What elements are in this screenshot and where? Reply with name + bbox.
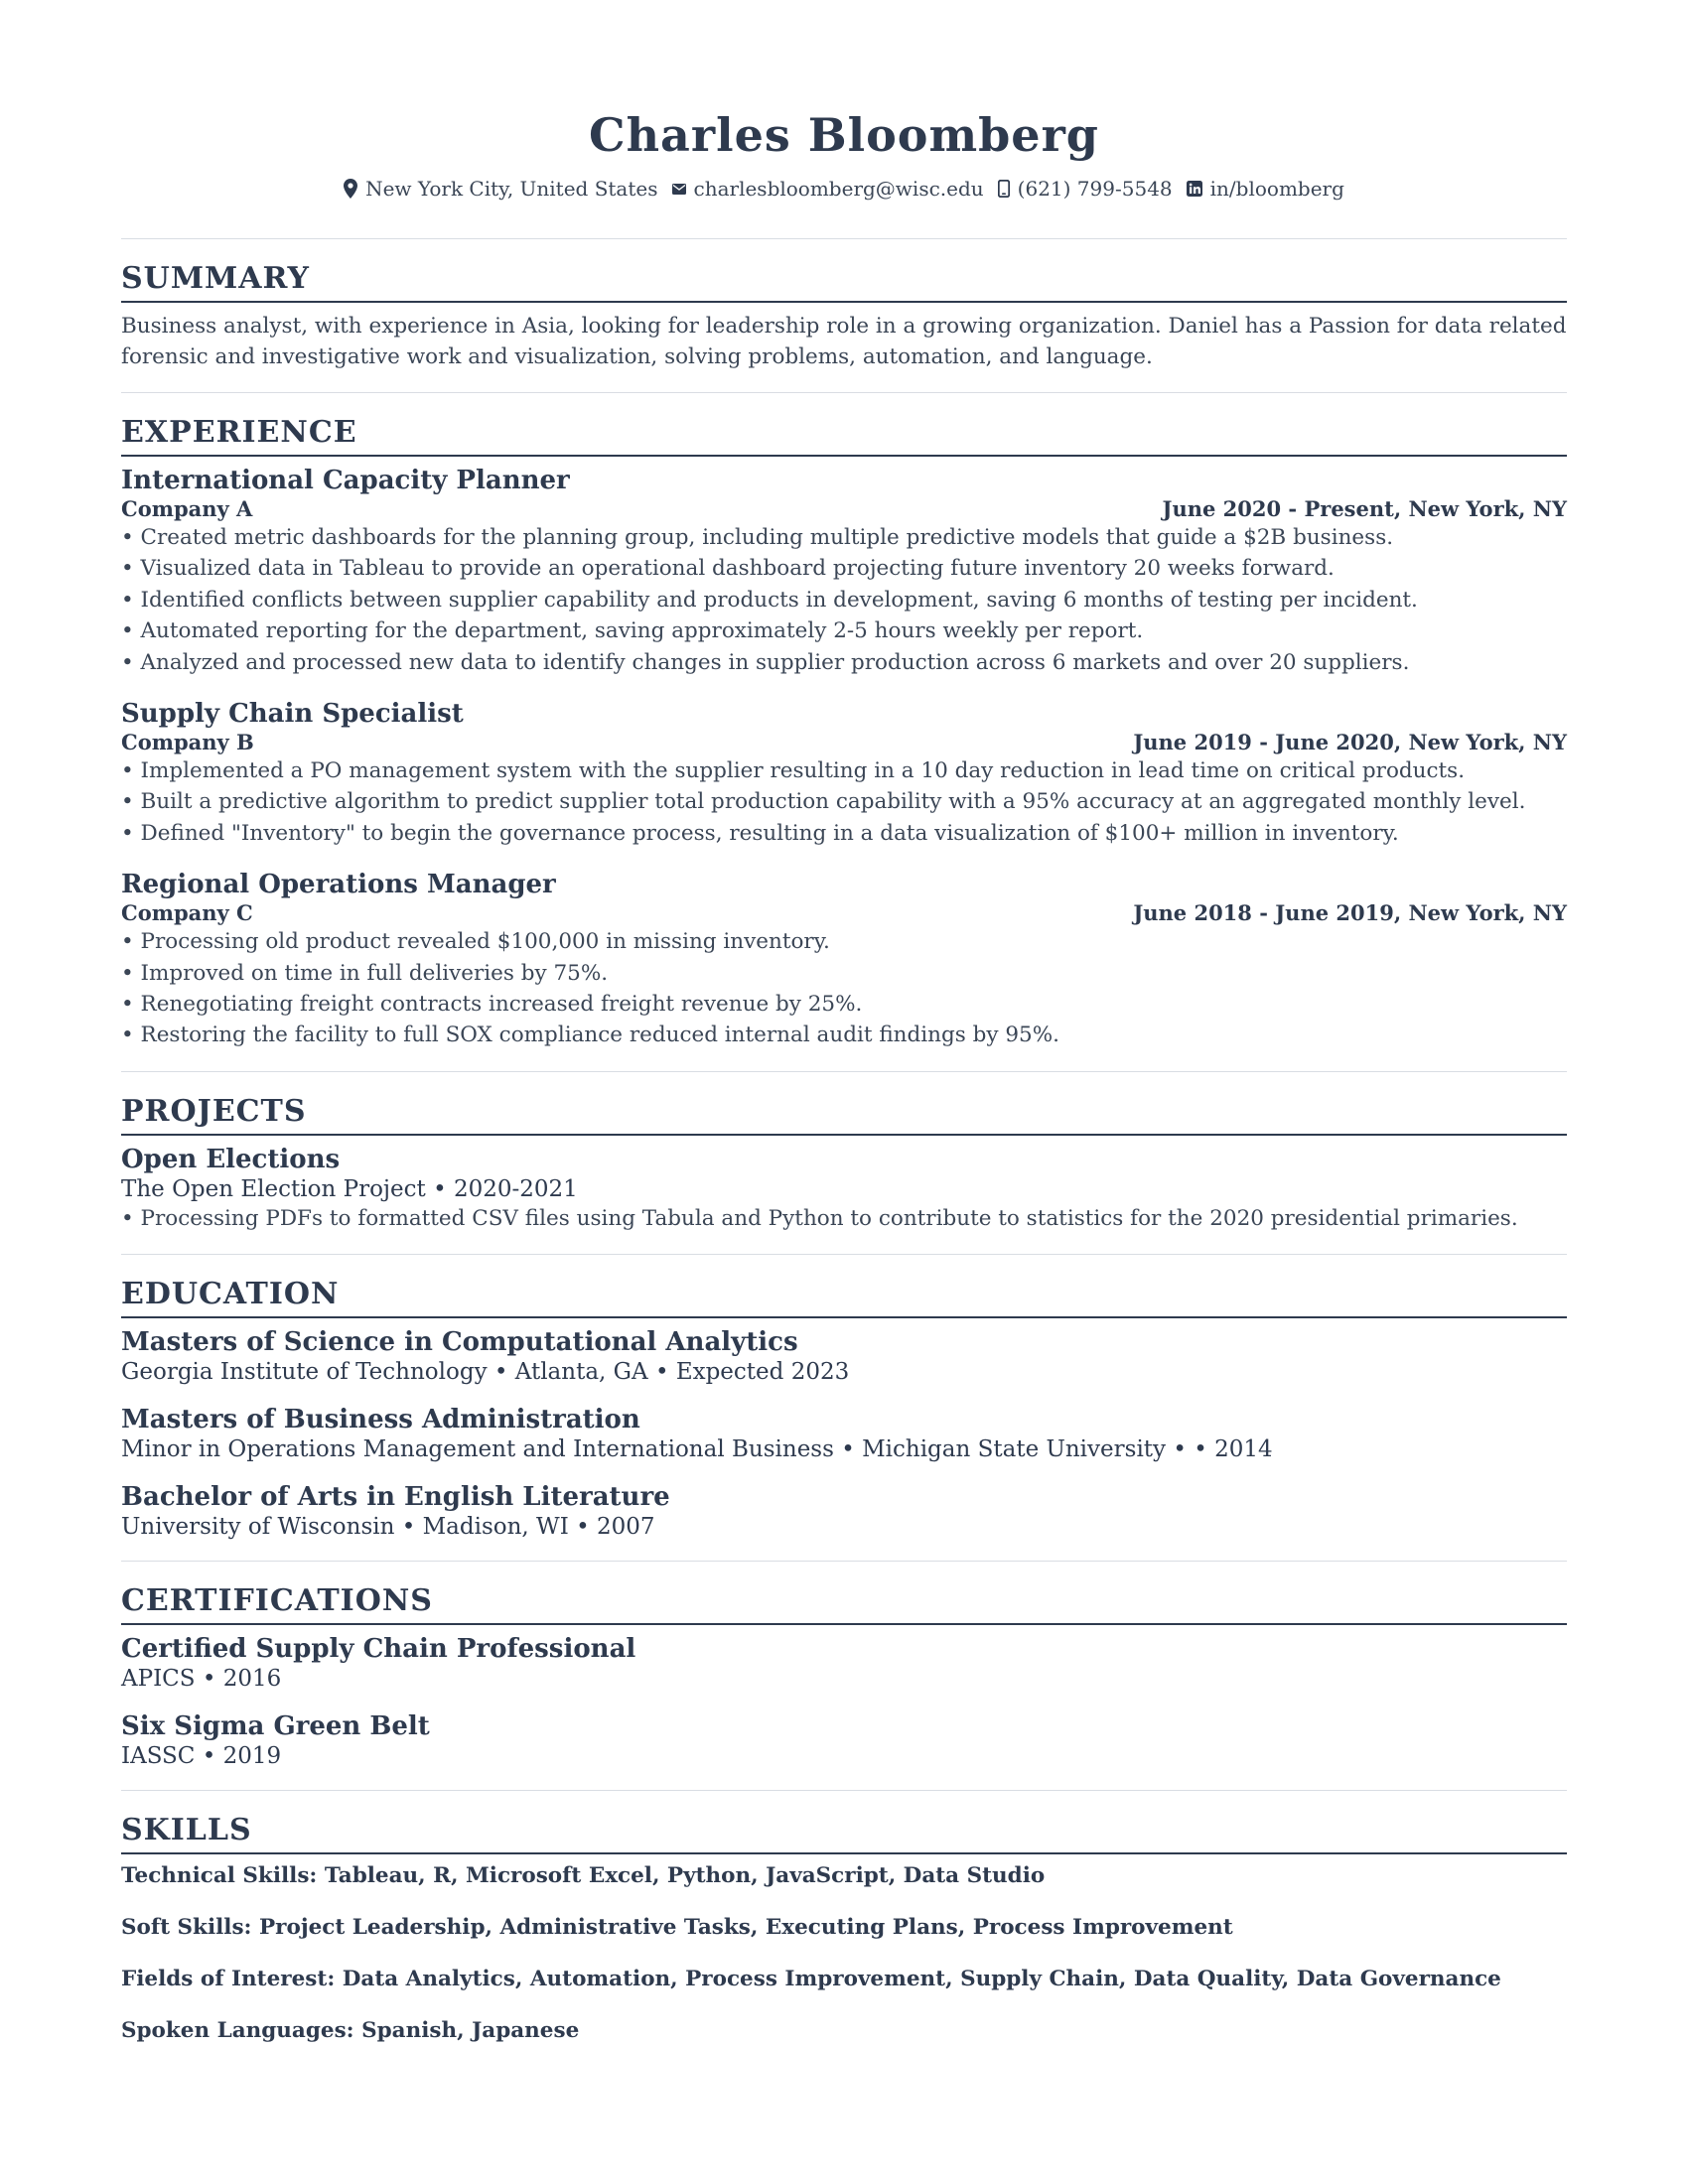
- certification-name: Six Sigma Green Belt: [121, 1711, 430, 1742]
- job-role: Supply Chain Specialist: [121, 699, 464, 730]
- degree-title: Masters of Science in Computational Analytics: [121, 1327, 798, 1358]
- list-item: • Implemented a PO management system with the supplier resulting in a 10 day reduction in lead time on critical products.: [121, 758, 1466, 784]
- job-bullets: [121, 755, 1567, 849]
- list-item: • Created metric dashboards for the planning group, including multiple predictive models that guide a $2B business.: [121, 525, 1394, 550]
- divider: [121, 238, 1567, 239]
- divider: [121, 1071, 1567, 1072]
- summary-text: Business analyst, with experience in Asia, looking for leadership role in a growing organization. Daniel has a Passion for data related forensic and investigative work and visualization, solving problems, automation, and language.: [121, 314, 1567, 369]
- map-pin-icon: [344, 179, 357, 199]
- list-item: • Analyzed and processed new data to identify changes in supplier production across 6 markets and over 20 suppliers.: [121, 649, 1410, 675]
- project-name: Open Elections: [121, 1144, 341, 1174]
- education-entry: [121, 1404, 1567, 1463]
- job-dates: June 2020 - Present, New York, NY: [1162, 496, 1567, 521]
- list-item: • Defined "Inventory" to begin the governance process, resulting in a data visualization of $100+ million in inventory.: [121, 820, 1399, 846]
- job-entry: [121, 465, 1567, 678]
- mobile-phone-icon: [998, 180, 1010, 198]
- job-role: Regional Operations Manager: [121, 870, 556, 900]
- education-entry: [121, 1326, 1567, 1386]
- certification-entry: [121, 1633, 1567, 1693]
- skill-line: Fields of Interest: Data Analytics, Automation, Process Improvement, Supply Chain, Data Quality, Data Governance: [121, 1967, 1501, 1992]
- divider: [121, 1254, 1567, 1255]
- skills-section: [121, 1813, 1567, 2045]
- certification-meta: IASSC • 2019: [121, 1743, 282, 1770]
- degree-title: Bachelor of Arts in English Literature: [121, 1482, 670, 1513]
- skills-heading: SKILLS: [121, 1813, 1567, 1854]
- education-section: [121, 1277, 1567, 1541]
- contact-linkedin[interactable]: [1187, 177, 1344, 201]
- degree-meta: Georgia Institute of Technology • Atlanta, GA • Expected 2023: [121, 1359, 850, 1386]
- job-dates: June 2018 - June 2019, New York, NY: [1133, 900, 1567, 926]
- list-item: • Automated reporting for the department, saving approximately 2-5 hours weekly per report.: [121, 618, 1144, 644]
- job-role: International Capacity Planner: [121, 466, 570, 495]
- certification-entry: [121, 1710, 1567, 1770]
- job-company-row: [121, 900, 1567, 926]
- job-bullets: [121, 522, 1567, 678]
- certification-name: Certified Supply Chain Professional: [121, 1634, 636, 1665]
- skill-line: Technical Skills: Tableau, R, Microsoft Excel, Python, JavaScript, Data Studio: [121, 1863, 1046, 1889]
- experience-section: [121, 415, 1567, 1051]
- degree-meta: University of Wisconsin • Madison, WI • 2007: [121, 1514, 655, 1541]
- skill-line: Spoken Languages: Spanish, Japanese: [121, 2018, 580, 2044]
- education-heading: EDUCATION: [121, 1277, 1567, 1318]
- list-item: • Visualized data in Tableau to provide an operational dashboard projecting future inventory 20 weeks forward.: [121, 556, 1335, 582]
- projects-section: [121, 1094, 1567, 1234]
- list-item: • Renegotiating freight contracts increased freight revenue by 25%.: [121, 992, 863, 1018]
- certification-meta: APICS • 2016: [121, 1666, 282, 1693]
- certifications-section: [121, 1583, 1567, 1770]
- job-entry: [121, 698, 1567, 849]
- degree-meta: Minor in Operations Management and International Business • Michigan State University • • 2014: [121, 1436, 1273, 1463]
- list-item: • Processing PDFs to formatted CSV files using Tabula and Python to contribute to statistics for the 2020 presidential primaries.: [121, 1205, 1518, 1231]
- list-item: • Identified conflicts between supplier capability and products in development, saving 6 months of testing per incident.: [121, 587, 1418, 613]
- list-item: • Restoring the facility to full SOX compliance reduced internal audit findings by 95%.: [121, 1023, 1059, 1048]
- envelope-icon: [672, 184, 686, 195]
- job-entry: [121, 869, 1567, 1051]
- skill-line: Soft Skills: Project Leadership, Administrative Tasks, Executing Plans, Process Improvement: [121, 1915, 1233, 1941]
- summary-section: [121, 261, 1567, 372]
- project-entry: [121, 1144, 1567, 1234]
- contact-bar: [121, 177, 1567, 201]
- project-meta: The Open Election Project • 2020-2021: [121, 1175, 578, 1202]
- linkedin-text[interactable]: in/bloomberg: [1209, 177, 1344, 201]
- job-company: Company C: [121, 900, 253, 926]
- contact-email[interactable]: [672, 177, 984, 201]
- summary-heading: SUMMARY: [121, 261, 1567, 303]
- divider: [121, 1561, 1567, 1562]
- list-item: • Improved on time in full deliveries by 75%.: [121, 960, 609, 986]
- job-bullets: [121, 926, 1567, 1051]
- degree-title: Masters of Business Administration: [121, 1405, 640, 1435]
- experience-heading: EXPERIENCE: [121, 415, 1567, 457]
- list-item: • Built a predictive algorithm to predict supplier total production capability with a 95% accuracy at an aggregated monthly level.: [121, 789, 1526, 815]
- candidate-name: Charles Bloomberg: [589, 108, 1099, 162]
- project-bullets: [121, 1203, 1567, 1234]
- job-dates: June 2019 - June 2020, New York, NY: [1133, 730, 1567, 755]
- job-company: Company B: [121, 730, 254, 755]
- phone-text[interactable]: (621) 799-5548: [1017, 177, 1173, 201]
- list-item: • Processing old product revealed $100,000 in missing inventory.: [121, 929, 830, 955]
- job-company: Company A: [121, 496, 253, 521]
- certifications-heading: CERTIFICATIONS: [121, 1583, 1567, 1625]
- linkedin-icon: [1187, 181, 1202, 197]
- location-text: New York City, United States: [365, 177, 658, 201]
- contact-location: [344, 177, 657, 201]
- divider: [121, 1790, 1567, 1791]
- projects-heading: PROJECTS: [121, 1094, 1567, 1136]
- divider: [121, 392, 1567, 393]
- contact-phone[interactable]: [998, 177, 1173, 201]
- email-text[interactable]: charlesbloomberg@wisc.edu: [693, 177, 984, 201]
- job-company-row: [121, 730, 1567, 755]
- education-entry: [121, 1481, 1567, 1541]
- job-company-row: [121, 496, 1567, 522]
